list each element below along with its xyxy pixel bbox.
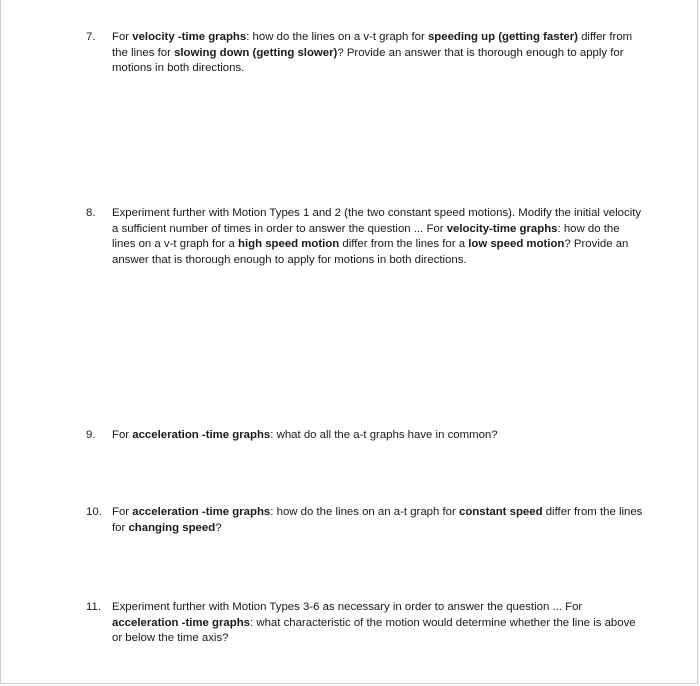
question-7 [86,30,646,77]
text-segment: Experiment further with Motion Types 1 and 2 (the two constant speed motions). Modify the initial velocity a sufficient number of times in order to answer the question ... For [112,207,642,235]
text-segment: differ from the lines for a [339,238,469,251]
bold-term: acceleration -time graphs [112,616,251,629]
bold-term: velocity -time graphs [132,31,247,43]
text-segment: ? Provide an answer that is thorough enough to apply for motions in both directions. [112,238,629,266]
question-text [112,428,646,444]
question-number: 10. [86,506,102,518]
text-segment: : how do the lines on a v-t graph for [246,31,428,43]
text-segment: differ from the lines for [112,506,643,534]
question-10 [86,505,646,536]
bold-term: acceleration -time graphs [132,506,271,518]
question-11 [86,600,646,647]
bold-term: high speed motion [238,238,340,251]
bold-term: constant speed [458,506,543,518]
text-segment: For [112,506,133,518]
question-text [112,30,646,77]
text-segment: For [112,429,133,441]
bold-term: changing speed [128,521,216,534]
text-segment: ? Provide an answer that is thorough enough to apply for motions in both directions. [112,46,624,75]
question-text [112,600,646,647]
text-segment: : what characteristic of the motion would determine whether the line is above or below the time axis? [112,616,636,645]
text-segment: : how do the lines on an a-t graph for [270,506,459,518]
question-number: 7. [86,31,96,43]
text-segment: : how do the lines on a v-t graph for a [112,222,620,251]
text-segment: ? [215,521,222,534]
question-text [112,505,646,536]
question-number: 11. [86,601,101,613]
question-number: 8. [86,207,96,219]
text-segment: Experiment further with Motion Types 3-6 as necessary in order to answer the question ... For [112,601,583,613]
question-text [112,206,646,268]
question-9 [86,428,646,444]
bold-term: acceleration -time graphs [132,429,271,441]
bold-term: velocity-time graphs [446,222,558,235]
bold-term: speeding up (getting faster) [427,31,578,43]
bold-term: slowing down (getting slower) [174,46,338,59]
text-segment: For [112,31,133,43]
question-number: 9. [86,429,96,441]
bold-term: low speed motion [468,238,565,251]
question-8 [86,206,646,268]
text-segment: : what do all the a-t graphs have in common? [270,429,498,441]
text-segment: differ from the lines for [112,31,633,59]
